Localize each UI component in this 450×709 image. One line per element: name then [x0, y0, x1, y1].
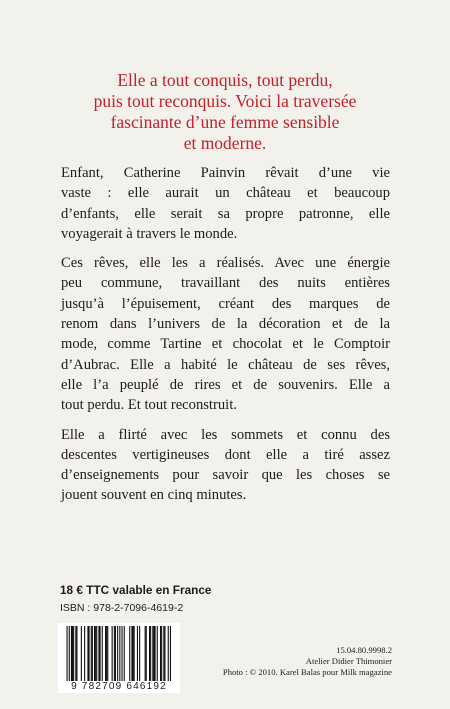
barcode-bar [114, 626, 115, 682]
barcode-bar [124, 626, 125, 682]
blurb-line: d’Aubrac. Elle a habité le château de ses rêves, [61, 356, 390, 373]
barcode-bar [71, 626, 72, 682]
blurb-line: vaste : elle aurait un château et beaucoup [61, 185, 390, 202]
blurb-paragraph [61, 253, 390, 415]
teaser-line: Elle a tout conquis, tout perdu, [117, 70, 333, 90]
barcode-bar [157, 626, 158, 682]
barcode-bar [145, 626, 146, 682]
barcode-bar [94, 626, 95, 682]
barcode-bar [146, 626, 147, 682]
barcode-bar [102, 626, 103, 682]
price-label: 18 € TTC valable en France [60, 583, 212, 597]
barcode-bar [115, 626, 116, 682]
barcode-bar [106, 626, 107, 682]
barcode-bar [96, 626, 97, 682]
barcode-bar [98, 626, 99, 682]
barcode-bar [133, 626, 134, 682]
teaser-line: fascinante d’une femme sensible [110, 112, 340, 132]
barcode-bar [69, 626, 70, 689]
blurb-line: d’enseignements pour savoir que les choses se [61, 467, 390, 484]
barcode-bar [149, 626, 150, 682]
teaser-line: et moderne. [183, 133, 267, 153]
barcode-bar [76, 626, 77, 682]
blurb-line: peu commune, travaillant des nuits entières [61, 275, 390, 292]
credits [192, 645, 392, 677]
barcode-bar [134, 626, 135, 682]
blurb-line: voyagerait à travers le monde. [61, 225, 238, 242]
barcode-bar [139, 626, 140, 682]
barcode-bar [72, 626, 73, 682]
barcode-bar [73, 626, 74, 682]
barcode-bar [122, 626, 123, 682]
barcode-bar [87, 626, 88, 682]
blurb-line: elle l’a peuplé de rires et de souvenirs. Elle a [61, 376, 390, 393]
barcode-bar [164, 626, 165, 682]
barcode-bar [105, 626, 106, 682]
isbn-label: ISBN : 978-2-7096-4619-2 [60, 602, 184, 614]
blurb-line: descentes vertigineuses dont elle a tiré assez [61, 446, 390, 463]
barcode-bars [58, 623, 180, 689]
barcode-bar [81, 626, 82, 682]
blurb-line: tout perdu. Et tout reconstruit. [61, 397, 237, 414]
barcode-bar [112, 626, 113, 682]
blurb-line: mode, comme Tartine et chocolat et le Comptoir [61, 336, 390, 353]
barcode-bar [170, 626, 171, 689]
credits-line: 15.04.80.9998.2 [336, 645, 392, 655]
barcode-bar [129, 626, 130, 682]
barcode-bar [100, 626, 101, 682]
barcode-bar [119, 626, 120, 689]
credits-line: Photo : © 2010. Karel Balas pour Milk magazine [222, 666, 392, 677]
barcode-bar [152, 626, 153, 682]
barcode-bar [67, 626, 68, 689]
barcode-bar [131, 626, 132, 682]
barcode-bar [95, 626, 96, 682]
barcode-bar [117, 626, 118, 689]
barcode-bar [168, 626, 169, 689]
barcode [58, 623, 180, 693]
barcode-bar [155, 626, 156, 682]
blurb-line: jouent souvent en cinq minutes. [61, 487, 247, 504]
barcode-bar [107, 626, 108, 682]
credits-line: Atelier Didier Thimonier [305, 655, 392, 666]
teaser-line: puis tout reconquis. Voici la traversée [93, 91, 357, 111]
blurb-line: Ces rêves, elle les a réalisés. Avec une énergie [61, 255, 390, 272]
barcode-bar [75, 626, 76, 682]
barcode-bar [161, 626, 162, 682]
barcode-bar [153, 626, 154, 682]
barcode-bar [91, 626, 92, 682]
blurb-line: jusqu’à l’épuisement, créant des marques de [61, 295, 390, 312]
barcode-digits: 9 782709 646192 [58, 681, 180, 693]
blurb-text [61, 163, 390, 515]
blurb-line: renom dans l’univers de la décoration et de la [61, 316, 390, 333]
barcode-bar [137, 626, 138, 682]
blurb-line: d’enfants, elle serait sa propre patronne, elle [61, 205, 390, 222]
barcode-bar [163, 626, 164, 682]
blurb-line: Enfant, Catherine Painvin rêvait d’une vie [61, 165, 390, 181]
barcode-bar [84, 626, 85, 682]
barcode-bar [150, 626, 151, 682]
blurb-paragraph [61, 425, 390, 506]
barcode-bar [160, 626, 161, 682]
barcode-bar [92, 626, 93, 682]
barcode-bar [89, 626, 90, 682]
blurb-line: Elle a flirté avec les sommets et connu des [61, 426, 390, 443]
teaser-quote [60, 70, 390, 154]
blurb-paragraph [61, 163, 390, 244]
